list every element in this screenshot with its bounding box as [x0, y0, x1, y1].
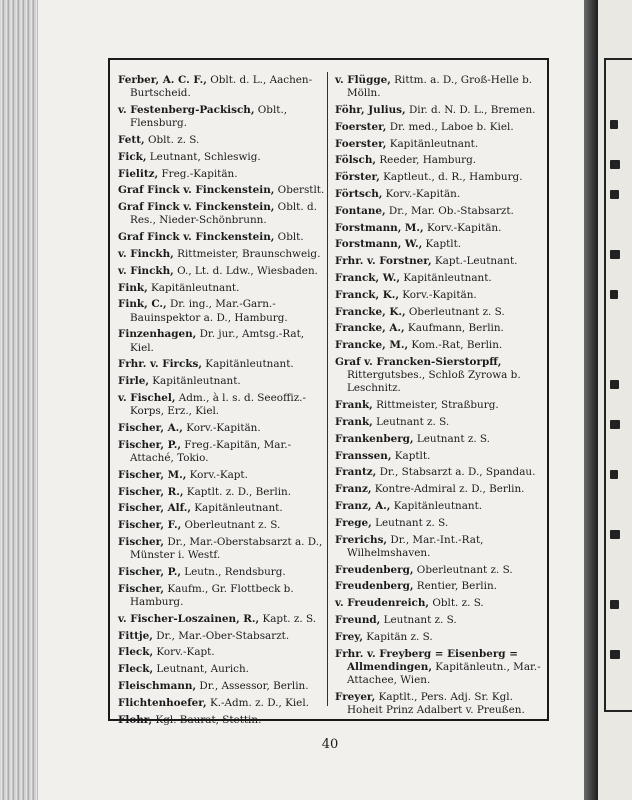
- entry-details: O., Lt. d. Ldw., Wiesbaden.: [173, 264, 318, 277]
- entry-details: Dr., Stabsarzt a. D., Spandau.: [376, 466, 536, 479]
- list-entry: [118, 630, 329, 643]
- entry-name: Freund,: [335, 613, 381, 626]
- entry-name: Graf Finck v. Finckenstein,: [118, 231, 275, 244]
- entry-details: Dr., Mar.-Ober-Stabsarzt.: [152, 629, 290, 642]
- entry-name: Flichtenhoefer,: [118, 696, 207, 709]
- list-entry: [335, 306, 546, 319]
- page-number: 40: [321, 737, 339, 752]
- entry-details: Oblt. d. Res., Nieder-Schönbrunn.: [130, 201, 317, 227]
- list-entry: [118, 392, 329, 418]
- left-column: [118, 74, 329, 730]
- list-entry: [118, 646, 329, 659]
- entry-details: Oberleutnant z. S.: [181, 519, 281, 532]
- entry-name: Frerichs,: [335, 533, 388, 546]
- entry-details: Leutnant z. S.: [372, 415, 450, 428]
- entry-name: v. Fischer-Loszainen, R.,: [118, 612, 260, 625]
- entry-name: Forstmann, M.,: [335, 221, 424, 234]
- entry-name: Frhr. v. Freyberg = Eisenberg = Allmendingen,: [335, 647, 518, 673]
- list-entry: [118, 231, 329, 244]
- list-entry: [118, 298, 329, 324]
- list-entry: [118, 265, 329, 278]
- entry-details: Leutnant z. S.: [380, 613, 457, 626]
- next-page-text-fragment: [610, 190, 619, 199]
- list-entry: [335, 339, 546, 352]
- book-page-edges: [0, 0, 40, 800]
- entry-details: Kapitänleutnant.: [400, 271, 492, 284]
- right-column: [335, 74, 546, 721]
- next-page-fragment: [598, 0, 632, 800]
- list-entry: [118, 502, 329, 515]
- entry-details: Kaptlt. z. D., Berlin.: [183, 485, 292, 498]
- entry-details: Kom.-Rat, Berlin.: [408, 339, 503, 352]
- list-entry: [335, 483, 546, 496]
- list-entry: [118, 282, 329, 295]
- list-entry: [335, 74, 546, 100]
- entry-name: Fett,: [118, 134, 145, 146]
- next-page-text-fragment: [610, 250, 620, 259]
- book-gutter: [584, 0, 598, 800]
- entry-name: Finzenhagen,: [118, 328, 197, 341]
- entry-name: Fischer, P.,: [118, 438, 181, 451]
- entry-details: Kapitänleutn., Mar.-Attachee, Wien.: [347, 660, 541, 686]
- list-entry: [118, 358, 329, 371]
- entry-name: Fischer, M.,: [118, 468, 187, 481]
- entry-details: Kontre-Admiral z. D., Berlin.: [371, 483, 525, 496]
- entry-details: Dr., Assessor, Berlin.: [196, 679, 309, 692]
- next-page-text-fragment: [610, 600, 619, 609]
- list-entry: [118, 680, 329, 693]
- entry-details: Rittmeister, Braunschweig.: [173, 247, 321, 260]
- entry-details: Korv.-Kapitän.: [398, 288, 477, 301]
- list-entry: [118, 697, 329, 710]
- list-entry: [335, 597, 546, 610]
- entry-details: Dr., Mar.-Oberstabsarzt a. D., Münster i. Westf.: [130, 535, 323, 562]
- entry-name: Flohr,: [118, 713, 153, 726]
- next-page-text-fragment: [610, 380, 619, 389]
- entry-name: Foerster,: [335, 137, 387, 150]
- entry-details: Korv.-Kapitän.: [182, 421, 261, 434]
- next-page-text-fragment: [610, 470, 618, 479]
- entry-details: Freg.-Kapitän, Mar.-Attaché, Tokio.: [130, 438, 292, 464]
- list-entry: [118, 469, 329, 482]
- entry-name: Foerster,: [335, 120, 387, 133]
- list-entry: [118, 566, 329, 579]
- entry-details: Oberleutnant z. S.: [405, 305, 505, 318]
- entry-name: Fink,: [118, 281, 148, 294]
- entry-name: Francke, M.,: [335, 339, 409, 352]
- list-entry: [335, 534, 546, 560]
- list-entry: [118, 714, 329, 727]
- list-entry: [118, 151, 329, 164]
- next-page-text-fragment: [610, 420, 620, 429]
- entry-name: Francke, K.,: [335, 305, 406, 318]
- list-entry: [118, 328, 329, 354]
- entry-details: Rittmeister, Straßburg.: [372, 399, 499, 412]
- entry-details: Korv.-Kapitän.: [382, 187, 461, 200]
- entry-name: Fischer, Alf.,: [118, 502, 191, 515]
- entry-name: Franssen,: [335, 449, 392, 462]
- entry-name: Fontane,: [335, 204, 386, 217]
- entry-details: Rittergutsbes., Schloß Zyrowa b. Leschnitz.: [347, 369, 521, 395]
- entry-details: Kapt.-Leutnant.: [431, 255, 518, 268]
- entry-details: Kaptleut., d. R., Hamburg.: [379, 171, 523, 184]
- list-entry: [118, 134, 329, 147]
- list-entry: [335, 205, 546, 218]
- entry-details: Oberstlt.: [274, 184, 325, 197]
- entry-details: K.-Adm. z. D., Kiel.: [206, 696, 309, 709]
- entry-details: Rittm. a. D., Groß-Helle b. Mölln.: [347, 74, 533, 100]
- list-entry: [335, 154, 546, 167]
- entry-name: Fleck,: [118, 646, 154, 659]
- entry-name: Ferber, A. C. F.,: [118, 74, 207, 86]
- entry-name: Graf Finck v. Finckenstein,: [118, 184, 275, 197]
- entry-name: v. Freudenreich,: [335, 597, 430, 610]
- entry-details: Kapt. z. S.: [259, 612, 316, 625]
- list-entry: [335, 500, 546, 513]
- list-entry: [118, 663, 329, 676]
- entry-name: Fittje,: [118, 629, 153, 642]
- list-entry: [335, 322, 546, 335]
- entry-name: Fischer, F.,: [118, 519, 182, 532]
- list-entry: [335, 466, 546, 479]
- entry-name: Fleck,: [118, 663, 154, 676]
- entry-name: Frank,: [335, 399, 373, 412]
- list-entry: [118, 422, 329, 435]
- entry-details: Dr. jur., Amtsg.-Rat, Kiel.: [130, 328, 305, 354]
- entry-name: v. Finckh,: [118, 247, 174, 260]
- entry-details: Kaufmann, Berlin.: [404, 322, 504, 335]
- entry-details: Kapitänleutnant.: [386, 137, 479, 150]
- entry-details: Korv.-Kapt.: [153, 646, 215, 659]
- list-entry: [335, 238, 546, 251]
- entry-name: Förster,: [335, 171, 380, 184]
- list-entry: [335, 289, 546, 302]
- entry-name: Frantz,: [335, 466, 377, 479]
- list-entry: [335, 272, 546, 285]
- entry-name: Frege,: [335, 516, 372, 529]
- entry-name: v. Flügge,: [335, 74, 391, 86]
- entry-details: Adm., à l. s. d. Seeoffiz.-Korps, Erz., Kiel.: [130, 391, 306, 418]
- entry-details: Oblt.: [274, 231, 304, 244]
- entry-name: Freudenberg,: [335, 563, 414, 576]
- list-entry: [335, 416, 546, 429]
- entry-details: Kaptlt.: [422, 238, 462, 251]
- entry-details: Leutnant, Schleswig.: [146, 150, 261, 163]
- entry-details: Oberleutnant z. S.: [413, 563, 513, 576]
- entry-name: Fischer, A.,: [118, 421, 183, 434]
- entry-details: Kapitänleutnant.: [202, 358, 294, 371]
- list-entry: [118, 104, 329, 130]
- entry-name: Freyer,: [335, 690, 376, 703]
- list-entry: [118, 519, 329, 532]
- entry-name: Franz, A.,: [335, 499, 391, 512]
- entry-name: Föhr, Julius,: [335, 104, 406, 116]
- entry-details: Korv.-Kapitän.: [423, 221, 502, 234]
- entry-details: Leutnant z. S.: [371, 516, 449, 529]
- entry-details: Leutn., Rendsburg.: [180, 565, 286, 578]
- entry-name: Frank,: [335, 415, 373, 428]
- entry-details: Kapitänleutnant.: [390, 499, 483, 512]
- list-entry: [335, 171, 546, 184]
- entry-details: Oblt. z. S.: [144, 134, 200, 146]
- next-page-text-fragment: [610, 290, 618, 299]
- list-entry: [335, 517, 546, 530]
- entry-name: Frankenberg,: [335, 432, 414, 445]
- entry-details: Kapitänleutnant.: [148, 375, 241, 388]
- entry-name: Fischer,: [118, 582, 165, 595]
- entry-name: Fink, C.,: [118, 298, 167, 311]
- entry-name: Franck, W.,: [335, 271, 401, 284]
- next-page-text-fragment: [610, 530, 620, 539]
- list-entry: [335, 433, 546, 446]
- entry-name: Forstmann, W.,: [335, 238, 423, 251]
- entry-name: Frhr. v. Fircks,: [118, 358, 202, 371]
- list-entry: [118, 184, 329, 197]
- list-entry: [335, 255, 546, 268]
- list-entry: [118, 439, 329, 465]
- list-entry: [335, 138, 546, 151]
- list-entry: [118, 74, 329, 100]
- entry-name: Graf Finck v. Finckenstein,: [118, 201, 275, 214]
- entry-name: Firle,: [118, 375, 149, 388]
- entry-details: Oblt., Flensburg.: [130, 104, 288, 130]
- next-page-text-fragment: [610, 120, 618, 129]
- list-entry: [118, 613, 329, 626]
- entry-name: Graf v. Francken-Sierstorpff,: [335, 355, 502, 368]
- entry-details: Dr. med., Laboe b. Kiel.: [386, 120, 514, 133]
- list-entry: [118, 375, 329, 388]
- list-entry: [118, 248, 329, 261]
- entry-name: Fischer, P.,: [118, 565, 181, 578]
- list-entry: [118, 168, 329, 181]
- list-entry: [118, 583, 329, 609]
- list-entry: [335, 631, 546, 644]
- list-entry: [335, 450, 546, 463]
- list-entry: [335, 564, 546, 577]
- list-entry: [335, 222, 546, 235]
- entry-details: Reeder, Hamburg.: [376, 154, 477, 167]
- entry-details: Freg.-Kapitän.: [158, 167, 238, 180]
- entry-name: Freudenberg,: [335, 580, 414, 593]
- list-entry: [335, 104, 546, 117]
- entry-name: v. Finckh,: [118, 264, 174, 277]
- entry-name: Förtsch,: [335, 187, 383, 200]
- entry-details: Oblt. z. S.: [429, 597, 484, 610]
- entry-details: Dr., Mar.-Int.-Rat, Wilhelmshaven.: [347, 533, 484, 559]
- entry-details: Leutnant z. S.: [413, 432, 490, 445]
- entry-details: Leutnant, Aurich.: [153, 663, 249, 676]
- entry-name: Franck, K.,: [335, 288, 399, 301]
- entry-name: Fleischmann,: [118, 679, 197, 692]
- list-entry: [335, 121, 546, 134]
- next-page-text-fragment: [610, 650, 620, 659]
- entry-name: Fielitz,: [118, 167, 159, 180]
- entry-name: Franz,: [335, 483, 372, 496]
- entry-details: Kapitänleutnant.: [147, 281, 240, 294]
- entry-name: Francke, A.,: [335, 322, 405, 335]
- list-entry: [335, 614, 546, 627]
- entry-name: Fick,: [118, 150, 147, 163]
- entry-details: Korv.-Kapt.: [186, 468, 248, 481]
- entry-details: Dr., Mar. Ob.-Stabsarzt.: [385, 204, 514, 217]
- entry-details: Oblt. d. L., Aachen-Burtscheid.: [130, 74, 313, 100]
- list-entry: [335, 399, 546, 412]
- entry-name: Fischer, R.,: [118, 485, 184, 498]
- list-entry: [335, 691, 546, 717]
- list-entry: [335, 356, 546, 396]
- entry-name: v. Festenberg-Packisch,: [118, 104, 255, 116]
- list-entry: [118, 201, 329, 227]
- entry-name: Fischer,: [118, 535, 165, 548]
- list-entry: [118, 536, 329, 562]
- entry-name: Fölsch,: [335, 154, 377, 167]
- list-entry: [335, 648, 546, 688]
- entry-details: Kaptlt., Pers. Adj. Sr. Kgl. Hoheit Prinz Adalbert v. Preußen.: [347, 690, 525, 716]
- next-page-text-fragment: [610, 160, 620, 169]
- entry-details: Dr. ing., Mar.-Garn.-Bauinspektor a. D., Hamburg.: [130, 298, 288, 324]
- entry-name: v. Fischel,: [118, 391, 176, 404]
- entry-details: Rentier, Berlin.: [413, 580, 497, 593]
- entry-details: Kapitänleutnant.: [190, 502, 283, 515]
- list-entry: [335, 580, 546, 593]
- entry-details: Kaufm., Gr. Flottbeck b. Hamburg.: [130, 582, 294, 608]
- entry-details: Kaptlt.: [391, 449, 431, 462]
- entry-name: Frhr. v. Forstner,: [335, 255, 432, 268]
- list-entry: [118, 486, 329, 499]
- entry-name: Frey,: [335, 630, 363, 643]
- entry-details: Dir. d. N. D. L., Bremen.: [405, 104, 536, 116]
- entry-details: Kapitän z. S.: [362, 630, 433, 643]
- entry-details: Kgl. Baurat, Stettin.: [152, 713, 262, 726]
- list-entry: [335, 188, 546, 201]
